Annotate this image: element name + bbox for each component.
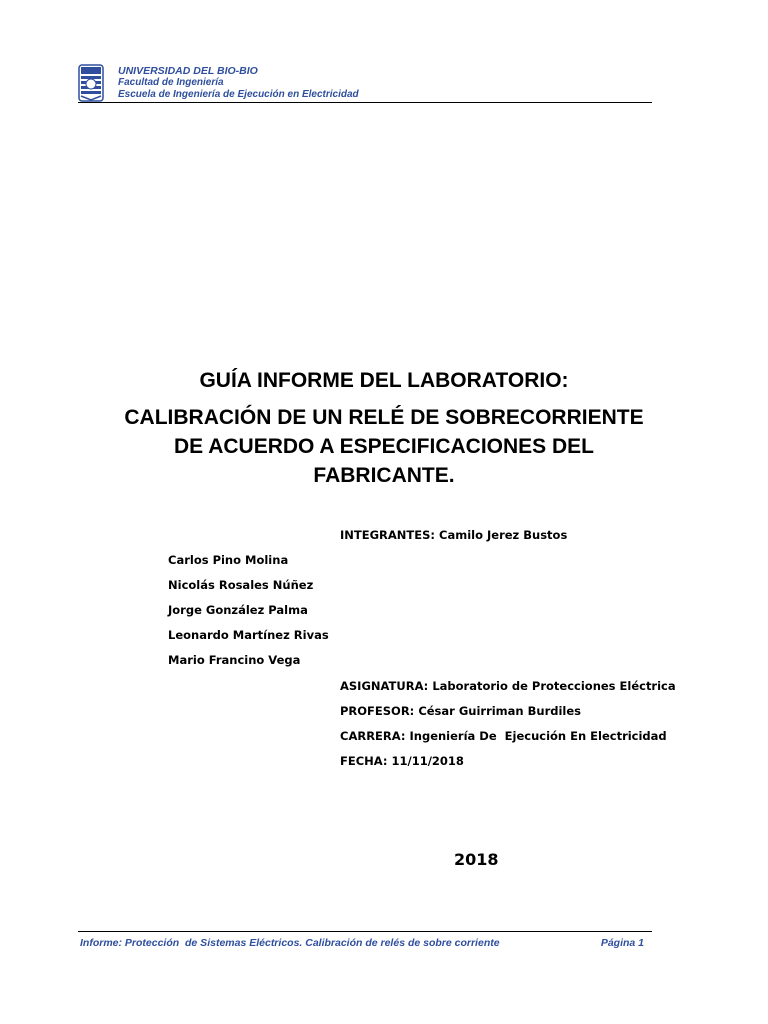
fecha-label: FECHA:: [340, 754, 388, 768]
fecha-row: [340, 753, 464, 769]
asignatura-value: Laboratorio de Protecciones Eléctrica: [432, 679, 676, 693]
carrera-label: CARRERA:: [340, 729, 406, 743]
asignatura-row: [340, 678, 676, 694]
title-line-2: CALIBRACIÓN DE UN RELÉ DE SOBRECORRIENTE: [124, 406, 644, 429]
profesor-row: [340, 703, 581, 719]
title-line-1: GUÍA INFORME DEL LABORATORIO:: [199, 369, 569, 392]
integrante-2: Carlos Pino Molina: [168, 553, 289, 567]
asignatura-label: ASIGNATURA:: [340, 679, 429, 693]
integrante-6: Mario Francino Vega: [168, 653, 301, 667]
integrante-4: Jorge González Palma: [168, 603, 308, 617]
fecha-value: 11/11/2018: [391, 754, 464, 768]
title-line-3: DE ACUERDO A ESPECIFICACIONES DEL: [173, 435, 595, 458]
document-subtitle: [0, 403, 768, 490]
faculty-name: Facultad de Ingeniería: [118, 77, 224, 88]
year-label: 2018: [454, 850, 499, 869]
page-header: [78, 62, 652, 103]
document-title: [0, 366, 768, 395]
integrantes-label: INTEGRANTES:: [340, 528, 436, 542]
carrera-row: [340, 728, 667, 744]
profesor-value: César Guirriman Burdiles: [418, 704, 582, 718]
integrantes-row: [340, 527, 567, 543]
integrante-1: Camilo Jerez Bustos: [439, 528, 568, 542]
title-line-4: FABRICANTE.: [313, 464, 455, 487]
school-name: Escuela de Ingeniería de Ejecución en Electricidad: [118, 89, 359, 100]
institution-block: [118, 65, 359, 101]
profesor-label: PROFESOR:: [340, 704, 415, 718]
university-name: UNIVERSIDAD DEL BIO-BIO: [118, 65, 258, 77]
integrante-3: Nicolás Rosales Núñez: [168, 578, 314, 592]
carrera-value: Ingeniería De Ejecución En Electricidad: [409, 729, 667, 743]
university-logo-icon: [78, 64, 104, 102]
page-number: Página 1: [600, 937, 644, 949]
footer-text: Informe: Protección de Sistemas Eléctricos. Calibración de relés de sobre corriente: [80, 937, 500, 949]
page-footer: [78, 931, 652, 949]
integrante-5: Leonardo Martínez Rivas: [168, 628, 329, 642]
